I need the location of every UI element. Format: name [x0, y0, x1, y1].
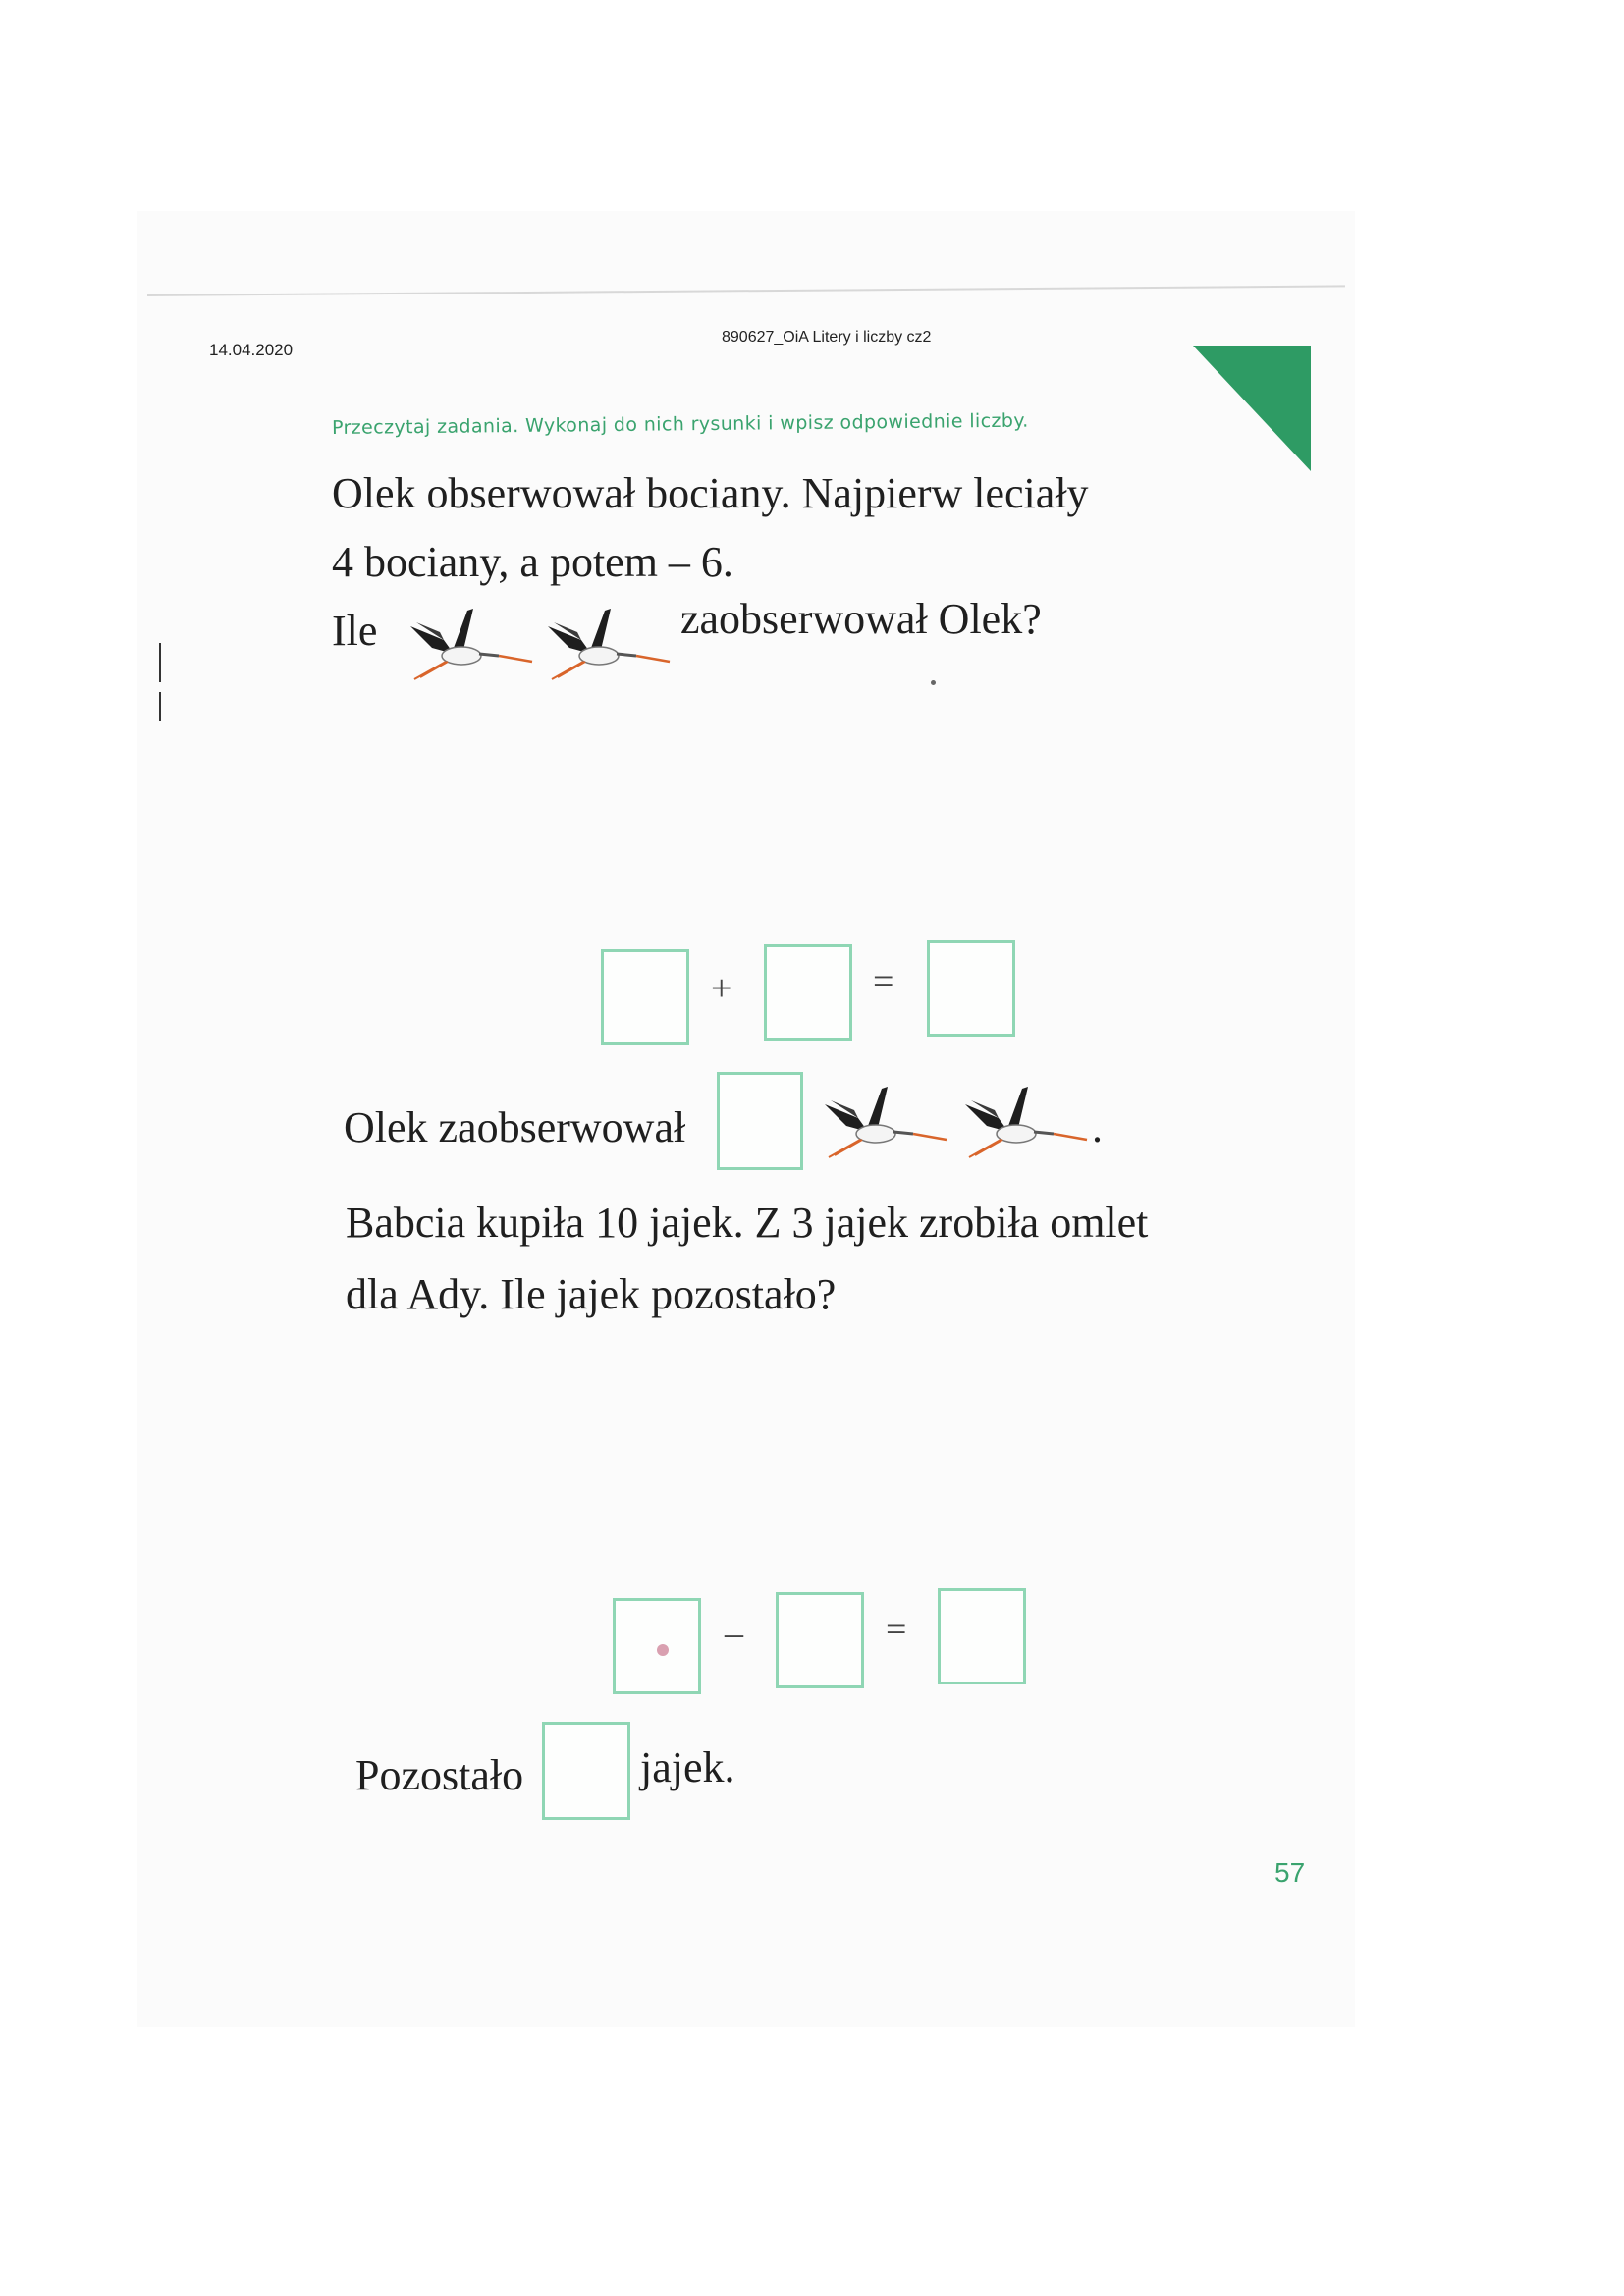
minuend-box[interactable]: [613, 1598, 701, 1694]
addend1-box[interactable]: [601, 949, 689, 1045]
instruction: Przeczytaj zadania. Wykonaj do nich rysunki i wpisz odpowiednie liczby.: [331, 409, 1029, 439]
scan-speck: [657, 1644, 669, 1656]
task2-answer-end: jajek.: [640, 1743, 735, 1791]
stork-icon: [817, 1075, 949, 1158]
stork-icon: [403, 597, 535, 680]
corner-triangle-icon: [1193, 346, 1311, 471]
stork-icon: [540, 597, 673, 680]
task1-line1: Olek obserwował bociany. Najpierw leciały: [332, 469, 1089, 517]
page-number: 57: [1274, 1857, 1306, 1888]
subtrahend-box[interactable]: [776, 1592, 864, 1688]
equals-sign: =: [886, 1609, 907, 1650]
addend2-box[interactable]: [764, 944, 852, 1041]
minus-sign: –: [725, 1613, 743, 1654]
difference-box[interactable]: [938, 1588, 1026, 1684]
plus-sign: +: [711, 968, 732, 1009]
header-code: 890627_OiA Litery i liczby cz2: [722, 329, 932, 346]
task1-question-end: zaobserwował Olek?: [680, 595, 1042, 643]
margin-mark: [159, 643, 161, 682]
scan-speck: [931, 680, 936, 685]
task2-answer-box[interactable]: [542, 1722, 630, 1820]
margin-mark: [159, 692, 161, 721]
task2-answer-start: Pozostało: [355, 1751, 524, 1799]
task2-line2: dla Ady. Ile jajek pozostało?: [346, 1270, 837, 1318]
task1-answer-end: .: [1092, 1103, 1103, 1151]
header-date: 14.04.2020: [209, 341, 294, 359]
sum-box[interactable]: [927, 940, 1015, 1037]
task1-answer-box[interactable]: [717, 1072, 803, 1170]
stork-icon: [957, 1075, 1090, 1158]
task2-line1: Babcia kupiła 10 jajek. Z 3 jajek zrobiła omlet: [346, 1199, 1149, 1247]
task1-answer-start: Olek zaobserwował: [344, 1103, 686, 1151]
equals-sign: =: [873, 961, 894, 1002]
task1-question-start: Ile: [332, 607, 378, 655]
task1-line2: 4 bociany, a potem – 6.: [332, 538, 733, 586]
